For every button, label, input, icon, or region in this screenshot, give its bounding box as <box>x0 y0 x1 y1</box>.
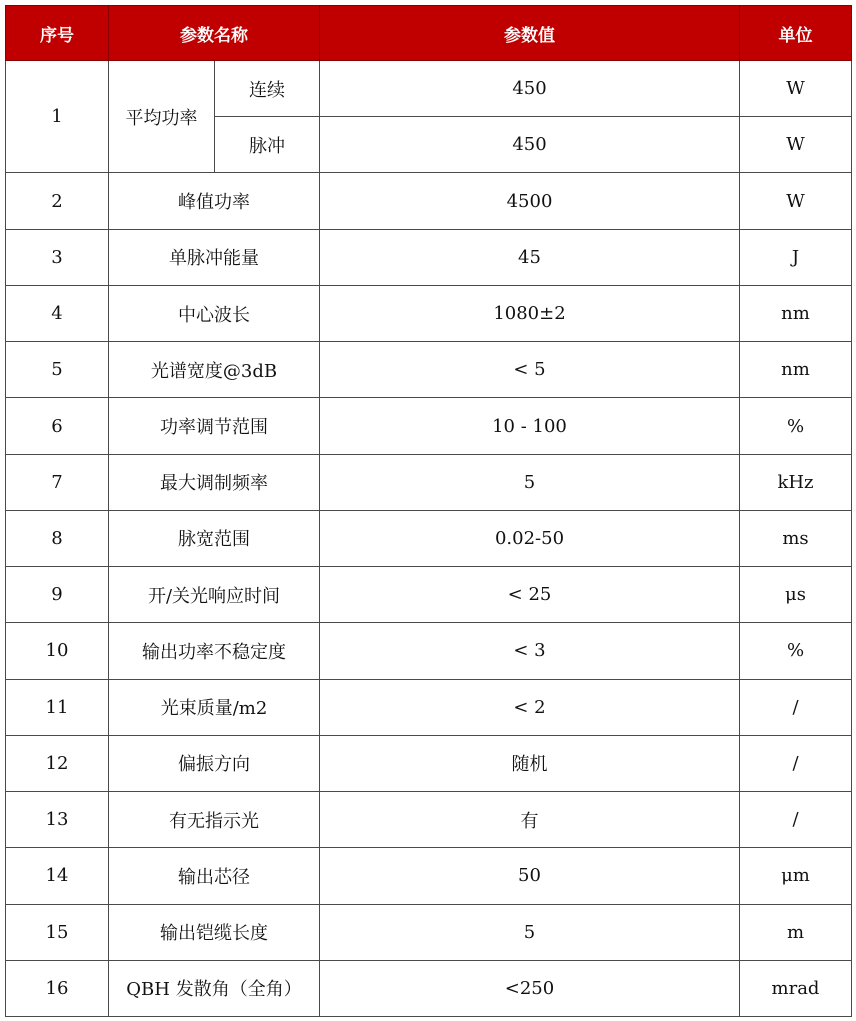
table-row <box>6 735 852 791</box>
row-value: 50 <box>320 848 740 904</box>
header-unit: 单位 <box>740 6 852 61</box>
row-unit: kHz <box>740 454 852 510</box>
row-subname: 脉冲 <box>215 117 320 173</box>
row-num: 9 <box>6 567 109 623</box>
row-name: 单脉冲能量 <box>109 229 320 285</box>
row-num: 2 <box>6 173 109 229</box>
header-name: 参数名称 <box>109 6 320 61</box>
row-num: 12 <box>6 735 109 791</box>
row-name: 平均功率 <box>109 61 215 173</box>
row-name: 光束质量/m2 <box>109 679 320 735</box>
row-unit: / <box>740 679 852 735</box>
table-row <box>6 904 852 960</box>
row-value: < 5 <box>320 342 740 398</box>
row-value: 10 - 100 <box>320 398 740 454</box>
row-unit: % <box>740 398 852 454</box>
row-name: 功率调节范围 <box>109 398 320 454</box>
row-num: 14 <box>6 848 109 904</box>
table-row <box>6 229 852 285</box>
row-name: 光谱宽度@3dB <box>109 342 320 398</box>
table-row <box>6 679 852 735</box>
row-num: 10 <box>6 623 109 679</box>
row-value: < 2 <box>320 679 740 735</box>
row-name: 有无指示光 <box>109 792 320 848</box>
row-unit: J <box>740 229 852 285</box>
row-name: 开/关光响应时间 <box>109 567 320 623</box>
table-row <box>6 567 852 623</box>
row-name: 输出芯径 <box>109 848 320 904</box>
header-num: 序号 <box>6 6 109 61</box>
spec-table <box>5 5 852 1017</box>
table-row <box>6 342 852 398</box>
row-name: QBH 发散角（全角） <box>109 960 320 1016</box>
row-unit: nm <box>740 285 852 341</box>
row-name: 峰值功率 <box>109 173 320 229</box>
row-unit: μm <box>740 848 852 904</box>
row-num: 4 <box>6 285 109 341</box>
table-row <box>6 285 852 341</box>
row-value: 45 <box>320 229 740 285</box>
row-num: 11 <box>6 679 109 735</box>
row-num: 3 <box>6 229 109 285</box>
row-unit: μs <box>740 567 852 623</box>
row-num: 5 <box>6 342 109 398</box>
row-unit: m <box>740 904 852 960</box>
table-row <box>6 173 852 229</box>
row-value: 0.02-50 <box>320 510 740 566</box>
row-value: 5 <box>320 454 740 510</box>
row-value: 随机 <box>320 735 740 791</box>
row-value: 1080±2 <box>320 285 740 341</box>
table-row <box>6 792 852 848</box>
table-row <box>6 61 852 117</box>
row-name: 偏振方向 <box>109 735 320 791</box>
row-num: 16 <box>6 960 109 1016</box>
row-unit: % <box>740 623 852 679</box>
row-value: < 3 <box>320 623 740 679</box>
row-unit: ms <box>740 510 852 566</box>
row-value: 4500 <box>320 173 740 229</box>
row-unit: mrad <box>740 960 852 1016</box>
row-value: 5 <box>320 904 740 960</box>
row-value: 有 <box>320 792 740 848</box>
table-row <box>6 454 852 510</box>
table-row <box>6 848 852 904</box>
row-unit: / <box>740 792 852 848</box>
row-num: 15 <box>6 904 109 960</box>
row-name: 最大调制频率 <box>109 454 320 510</box>
row-value: 450 <box>320 61 740 117</box>
row-unit: / <box>740 735 852 791</box>
row-unit: W <box>740 173 852 229</box>
row-unit: nm <box>740 342 852 398</box>
table-row <box>6 623 852 679</box>
table-row <box>6 510 852 566</box>
table-row <box>6 398 852 454</box>
row-name: 输出功率不稳定度 <box>109 623 320 679</box>
row-num: 8 <box>6 510 109 566</box>
row-name: 输出铠缆长度 <box>109 904 320 960</box>
row-num: 13 <box>6 792 109 848</box>
row-name: 脉宽范围 <box>109 510 320 566</box>
row-value: 450 <box>320 117 740 173</box>
row-value: <250 <box>320 960 740 1016</box>
table-row <box>6 960 852 1016</box>
row-num: 1 <box>6 61 109 173</box>
row-num: 6 <box>6 398 109 454</box>
row-num: 7 <box>6 454 109 510</box>
row-name: 中心波长 <box>109 285 320 341</box>
row-subname: 连续 <box>215 61 320 117</box>
header-row <box>6 6 852 61</box>
row-unit: W <box>740 117 852 173</box>
row-value: < 25 <box>320 567 740 623</box>
header-value: 参数值 <box>320 6 740 61</box>
row-unit: W <box>740 61 852 117</box>
